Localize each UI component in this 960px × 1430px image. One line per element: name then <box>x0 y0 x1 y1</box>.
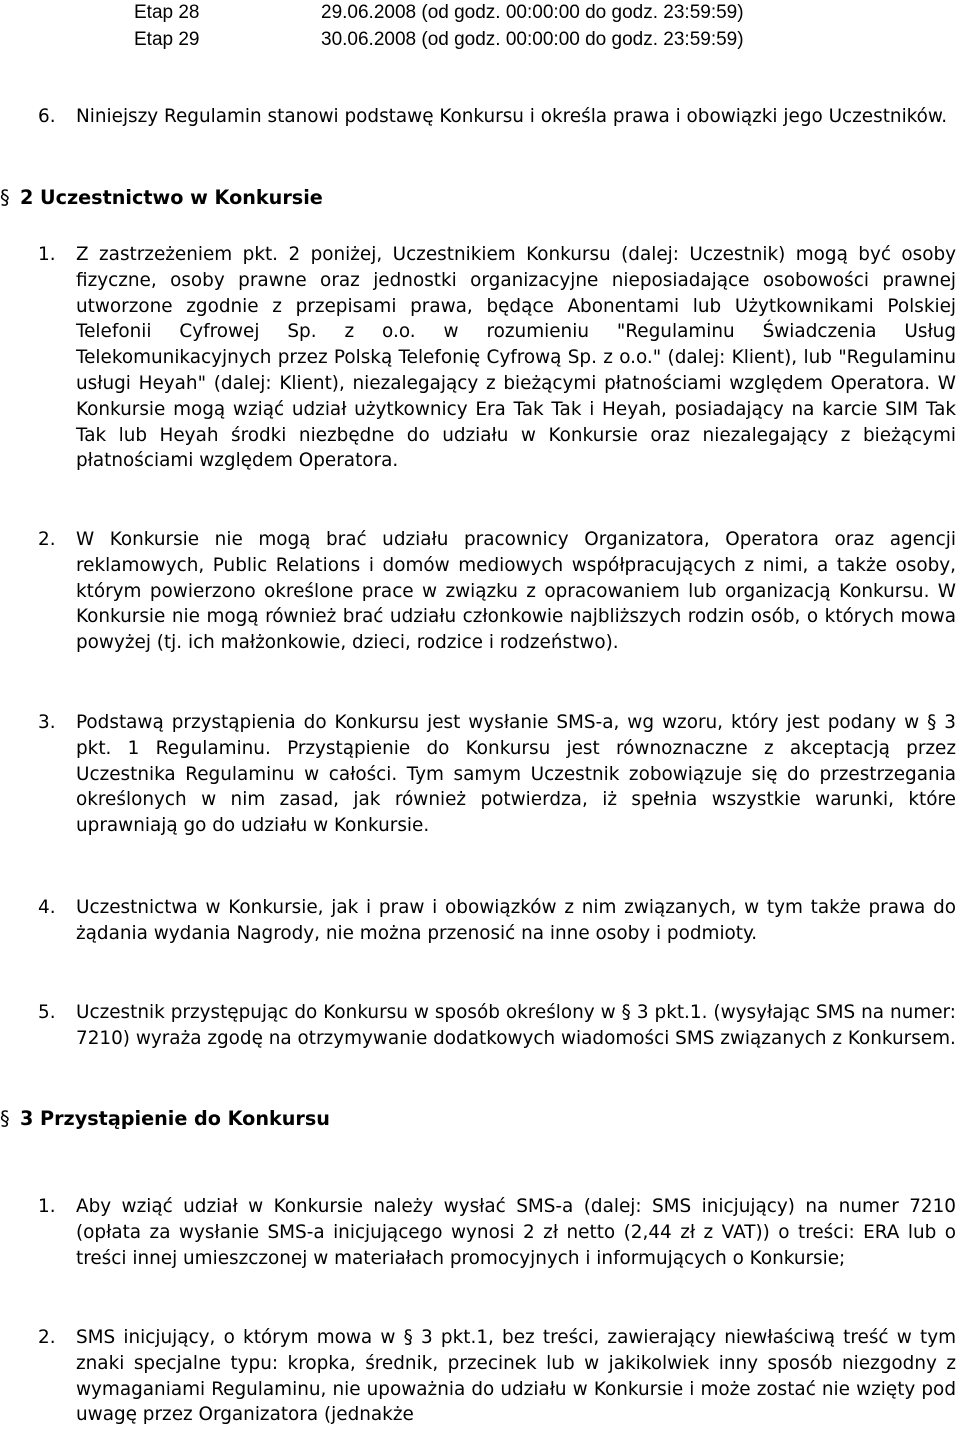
item-text: Niniejszy Regulamin stanowi podstawę Konkursu i określa prawa i obowiązki jego Uczestników. <box>76 106 948 127</box>
list-item <box>38 527 956 656</box>
item-text: Uczestnictwa w Konkursie, jak i praw i obowiązków z nim związanych, w tym także prawa do żądania wydania Nagrody, nie można przenosić na inne osoby i podmioty. <box>76 897 956 944</box>
item-number: 2. <box>38 1327 56 1348</box>
item-number: 1. <box>38 1196 56 1217</box>
etap-label: Etap 29 <box>134 29 200 50</box>
item-text: Z zastrzeżeniem pkt. 2 poniżej, Uczestnikiem Konkursu (dalej: Uczestnik) mogą być osoby fizyczne, osoby prawne oraz jednostki organizacyjne nieposiadające osobowości prawnej utworzone zgodnie z przepisami prawa, będące Abonentami lub Użytkownikami Polskiej Telefonii Cyfrowej Sp. z o.o. w rozumieniu "Regulaminu Świadczenia Usług Telekomunikacyjnych przez Polską Telefonię Cyfrową Sp. z o.o." (dalej: Klient), lub "Regulaminu usługi Heyah" (dalej: Klient), niezalegający z bieżącymi płatnościami względem Operatora. W Konkursie mogą wziąć udział użytkownicy Era Tak Tak i Heyah, posiadający na karcie SIM Tak Tak lub Heyah środki niezbędne do udziału w Konkursie oraz niezalegający z bieżącymi płatnościami względem Operatora. <box>76 244 956 472</box>
item-number: 5. <box>38 1002 56 1023</box>
item-text: Podstawą przystąpienia do Konkursu jest wysłanie SMS-a, wg wzoru, który jest podany w § 3 pkt. 1 Regulaminu. Przystąpienie do Konkursu jest równoznaczne z akceptacją przez Uczestnika Regulaminu w całości. Tym samym Uczestnik zobowiązuje się do przestrzegania określonych w nim zasad, jak również potwierdza, iż spełnia wszystkie warunki, które uprawniają go do udziału w Konkursie. <box>76 712 956 837</box>
etap-date: 30.06.2008 (od godz. 00:00:00 do godz. 23:59:59) <box>321 29 744 50</box>
etap-date: 29.06.2008 (od godz. 00:00:00 do godz. 23:59:59) <box>321 2 744 23</box>
section-heading-text: 3 Przystąpienie do Konkursu <box>20 1107 330 1130</box>
paragraph-sign-icon: § <box>0 1107 10 1130</box>
list-item <box>38 1194 956 1271</box>
list-item <box>38 710 956 839</box>
etap-label: Etap 28 <box>134 2 200 23</box>
section-heading <box>0 185 323 211</box>
item-text: Uczestnik przystępując do Konkursu w sposób określony w § 3 pkt.1. (wysyłając SMS na numer: 7210) wyraża zgodę na otrzymywanie dodatkowych wiadomości SMS związanych z Konkursem. <box>76 1002 956 1049</box>
item-number: 4. <box>38 897 56 918</box>
list-item <box>38 242 956 474</box>
item-text: Aby wziąć udział w Konkursie należy wysłać SMS-a (dalej: SMS inicjujący) na numer 7210 (opłata za wysłanie SMS-a inicjującego wynosi 2 zł netto (2,44 zł z VAT)) o treści: ERA lub o treści innej umieszczonej w materiałach promocyjnych i informujących o Konkursie; <box>76 1196 956 1269</box>
item-text: W Konkursie nie mogą brać udziału pracownicy Organizatora, Operatora oraz agencji reklamowych, Public Relations i domów mediowych współpracujących z nimi, a także osoby, którym powierzono określone prace w związku z opracowaniem lub organizacją Konkursu. W Konkursie nie mogą również brać udziału członkowie najbliższych rodzin osób, o których mowa powyżej (tj. ich małżonkowie, dzieci, rodzice i rodzeństwo). <box>76 529 956 654</box>
list-item <box>38 104 956 130</box>
item-number: 3. <box>38 712 56 733</box>
section-heading-text: 2 Uczestnictwo w Konkursie <box>20 186 323 209</box>
paragraph-sign-icon: § <box>0 186 10 209</box>
list-item <box>38 895 956 947</box>
item-number: 2. <box>38 529 56 550</box>
item-number: 1. <box>38 244 56 265</box>
section-heading <box>0 1106 330 1132</box>
list-item <box>38 1000 956 1052</box>
item-number: 6. <box>38 106 56 127</box>
item-text: SMS inicjujący, o którym mowa w § 3 pkt.1, bez treści, zawierający niewłaściwą treść w tym znaki specjalne typu: kropka, średnik, przecinek lub w jakikolwiek inny sposób niezgodny z wymaganiami Regulaminu, nie upoważnia do udziału w Konkursie i może zostać nie wzięty pod uwagę przez Organizatora (jednakże <box>76 1327 956 1426</box>
list-item <box>38 1325 956 1428</box>
